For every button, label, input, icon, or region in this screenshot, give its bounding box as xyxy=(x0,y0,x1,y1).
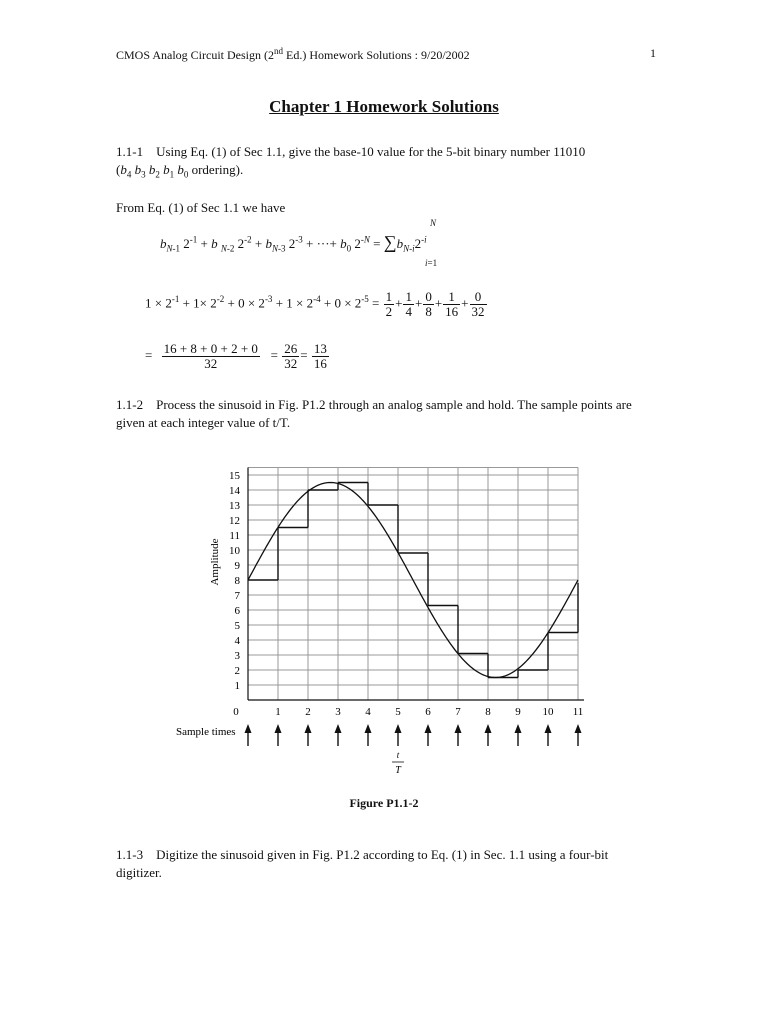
sample-times-label: Sample times xyxy=(176,726,236,738)
sample-hold-steps xyxy=(248,483,578,701)
x-tick-label: 6 xyxy=(425,706,431,718)
problem-text: Using Eq. (1) of Sec 1.1, give the base-10 value for the 5-bit binary number 11010 xyxy=(156,144,586,159)
y-tick-label: 12 xyxy=(229,515,240,527)
problem-text: Digitize the sinusoid given in Fig. P1.2 according to Eq. (1) in Sec. 1.1 using a four-bit digitizer. xyxy=(116,847,609,880)
y-tick-label: 8 xyxy=(234,575,240,587)
problem-label: 1.1-2 xyxy=(116,397,144,412)
y-tick-label: 5 xyxy=(234,620,240,632)
y-tick-label: 6 xyxy=(234,605,240,617)
x-axis-label-den: T xyxy=(395,765,401,776)
x-tick-label: 7 xyxy=(455,706,461,718)
x-axis-label-num: t xyxy=(396,750,400,760)
sample-arrow-head xyxy=(395,724,402,733)
sample-arrow-head xyxy=(305,724,312,733)
sample-arrow-head xyxy=(485,724,492,733)
y-tick-label: 10 xyxy=(229,545,240,557)
problem-label: 1.1-3 xyxy=(116,847,144,862)
solution-intro: From Eq. (1) of Sec 1.1 we have xyxy=(116,200,286,215)
sample-arrow-head xyxy=(365,724,372,733)
chart-grid xyxy=(248,468,578,701)
x-tick-label: 9 xyxy=(515,706,521,718)
problem-1-1-1: 1.1-1 Using Eq. (1) of Sec 1.1, give the base-10 value for the 5-bit binary number 11010 ($b_4$ $b_3$ $b_2$ $b_1$ $b_0$ ordering). xyxy=(116,144,586,180)
x-tick-label: 4 xyxy=(365,706,371,718)
sample-arrow-head xyxy=(575,724,582,733)
sample-arrow-head xyxy=(335,724,342,733)
sample-time-arrows xyxy=(245,724,582,746)
problem-1-1-3 xyxy=(116,846,656,882)
x-tick-labels xyxy=(233,706,583,718)
y-tick-label: 4 xyxy=(234,635,240,647)
sample-arrow-head xyxy=(545,724,552,733)
sample-arrow-head xyxy=(275,724,282,733)
page-title: Chapter 1 Homework Solutions xyxy=(269,97,499,116)
x-tick-label: 8 xyxy=(485,706,491,718)
x-tick-label: 5 xyxy=(395,706,401,718)
chart-axes xyxy=(248,468,584,701)
x-tick-label: 1 xyxy=(275,706,281,718)
y-tick-label: 7 xyxy=(234,590,240,602)
equation-expansion: $1 \times 2^{-1} + 1\times 2^{-2} + 0 \times 2^{-3} + 1 \times 2^{-4} + 0 \times 2^{-5}$ = $\frac{1}{2}$ + $\frac{1}{4}$ + $\frac{0}{8}$ + $\frac{1}{16}$ + $\frac{0}{32}$ xyxy=(145,289,485,319)
y-tick-label: 3 xyxy=(234,650,240,662)
page-number: 1 xyxy=(650,46,656,60)
x-tick-label: 0 xyxy=(233,706,239,718)
problem-label: 1.1-1 xyxy=(116,144,144,159)
sample-arrow-head xyxy=(455,724,462,733)
y-tick-label: 2 xyxy=(234,665,240,677)
x-tick-label: 2 xyxy=(305,706,311,718)
y-axis-label: Amplitude xyxy=(209,538,221,586)
x-tick-label: 3 xyxy=(335,706,341,718)
y-tick-label: 13 xyxy=(229,500,240,512)
problem-text: Process the sinusoid in Fig. P1.2 through an analog sample and hold. The sample points are given at each integer value of t/T. xyxy=(116,397,632,430)
problem-1-1-2 xyxy=(116,396,656,432)
header-text: CMOS Analog Circuit Design (2nd Ed.) Homework Solutions : 9/20/2002 xyxy=(116,46,470,62)
equation-general: $b_{N-1}$ $2^{-1} + b$ $_{N-2}$ $2^{-2} + b_{N-3}$ $2^{-3}$ + ···+ $b_0$ $2^{-N} = \sum b_{N-i}2^{-i}$ N i=1 xyxy=(160,218,438,268)
sample-arrow-head xyxy=(425,724,432,733)
x-tick-label: 10 xyxy=(542,706,554,718)
sample-arrow-head xyxy=(515,724,522,733)
y-tick-label: 9 xyxy=(234,560,240,572)
problem-text-2: ordering). xyxy=(191,162,244,177)
figure-caption: Figure P1.1-2 xyxy=(349,796,419,810)
sample-arrow-head xyxy=(245,724,252,733)
page-header xyxy=(116,46,656,63)
equation-result: = $\frac{16 + 8 + 0 + 2 + 0}{32}$ = $\frac{26}{32}$ = $\frac{13}{16}$ xyxy=(145,341,327,371)
y-tick-label: 1 xyxy=(234,680,240,692)
y-tick-labels xyxy=(229,470,241,692)
x-tick-label: 11 xyxy=(572,706,584,718)
y-tick-label: 15 xyxy=(229,470,240,482)
figure-p1-1-2 xyxy=(160,440,610,790)
y-tick-label: 14 xyxy=(229,485,240,497)
y-tick-label: 11 xyxy=(229,530,240,542)
